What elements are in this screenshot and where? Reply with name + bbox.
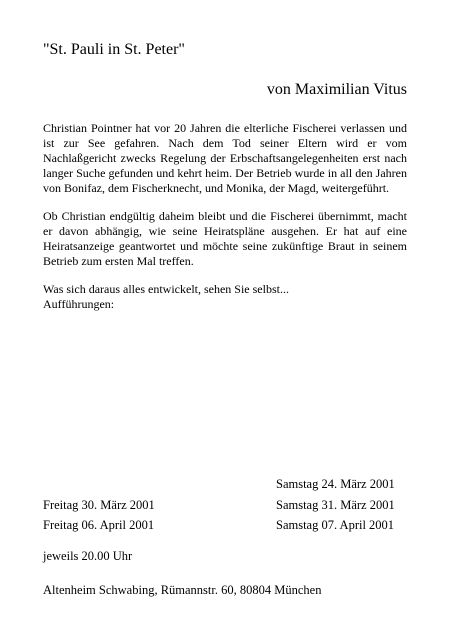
performance-date: Freitag 30. März 2001 xyxy=(43,498,155,512)
performances-label: Aufführungen: xyxy=(43,297,115,311)
synopsis-paragraph-1: Christian Pointner hat vor 20 Jahren die elterliche Fischerei verlassen und ist zur See gefahren. Nach dem Tod seiner Eltern wird er vom Nachlaßgericht zwecks Regelung der Erbschaftsangelegenheiten erst nach langer Suche gefunden und kehrt heim. Der Betrieb wurde in all den Jahren von Bonifaz, dem Fischerknecht, und Monika, der Magd, weitergeführt. xyxy=(43,121,407,195)
closing-block xyxy=(43,282,407,312)
performance-date: Samstag 07. April 2001 xyxy=(276,518,395,532)
venue-address: Altenheim Schwabing, Rümannstr. 60, 80804 München xyxy=(43,583,322,597)
performance-time: jeweils 20.00 Uhr xyxy=(43,549,133,563)
performance-date: Freitag 06. April 2001 xyxy=(43,518,155,532)
author-line: von Maximilian Vitus xyxy=(266,81,407,98)
synopsis-paragraph-2: Ob Christian endgültig daheim bleibt und die Fischerei übernimmt, macht er davon abhängig, wie seine Heiratspläne ausgehen. Er hat auf eine Heiratsanzeige geantwortet und möchte seine zukünftige Braut in seinem Betrieb zum ersten Mal treffen. xyxy=(43,209,407,268)
performance-date: Samstag 31. März 2001 xyxy=(276,498,395,512)
performance-date: Samstag 24. März 2001 xyxy=(276,477,395,491)
closing-line: Was sich daraus alles entwickelt, sehen Sie selbst... xyxy=(43,282,289,296)
play-title: "St. Pauli in St. Peter" xyxy=(43,41,185,58)
